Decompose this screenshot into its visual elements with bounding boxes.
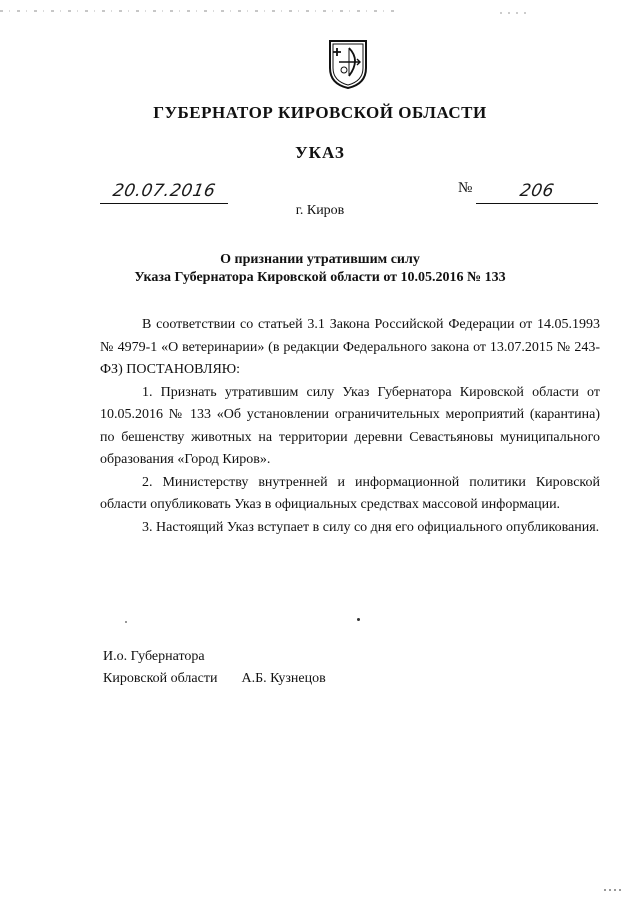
scan-artifact-corner	[604, 889, 624, 891]
preamble-paragraph: В соответствии со статьей 3.1 Закона Российской Федерации от 14.05.1993 № 4979-1 «О ветеринарии» (в редакции Федерального закона от 13.07.2015 № 243-ФЗ) ПОСТАНОВЛЯЮ:	[100, 317, 600, 377]
signatory-position-line-2: Кировской области	[103, 671, 218, 686]
handwritten-date: 20.07.2016	[111, 181, 217, 201]
scan-speck-small	[125, 621, 127, 623]
document-heading	[0, 251, 640, 287]
number-label: №	[458, 180, 473, 196]
scan-artifact-top	[0, 10, 400, 12]
scan-artifact-top-right	[500, 12, 530, 14]
signatory-position-line-1: И.о. Губернатора	[103, 649, 205, 664]
signature-block	[103, 646, 326, 690]
scan-speck	[357, 618, 360, 621]
heading-line-2: Указа Губернатора Кировской области от 10.05.2016 № 133	[134, 270, 506, 285]
number-field	[476, 179, 598, 204]
issuer-title: ГУБЕРНАТОР КИРОВСКОЙ ОБЛАСТИ	[153, 103, 487, 122]
document-body	[100, 314, 600, 539]
item-1-paragraph: 1. Признать утратившим силу Указ Губернатора Кировской области от 10.05.2016 № 133 «Об установлении ограничительных мероприятий (карантина) по бешенству животных на территории деревни Севастьяновы муниципального образования «Город Киров».	[100, 384, 600, 467]
date-field	[100, 179, 228, 204]
item-2-paragraph: 2. Министерству внутренней и информационной политики Кировской области опубликовать Указ в официальных средствах массовой информации.	[100, 474, 600, 512]
document-type: УКАЗ	[295, 143, 345, 162]
signatory-line	[103, 668, 326, 690]
heading-line-1: О признании утратившим силу	[220, 252, 420, 267]
handwritten-number: 206	[518, 181, 556, 201]
item-3-paragraph: 3. Настоящий Указ вступает в силу со дня его официального опубликования.	[142, 519, 600, 535]
kirov-coat-of-arms-icon	[327, 38, 369, 90]
signatory-name: А.Б. Кузнецов	[241, 671, 326, 686]
city: г. Киров	[295, 203, 345, 218]
